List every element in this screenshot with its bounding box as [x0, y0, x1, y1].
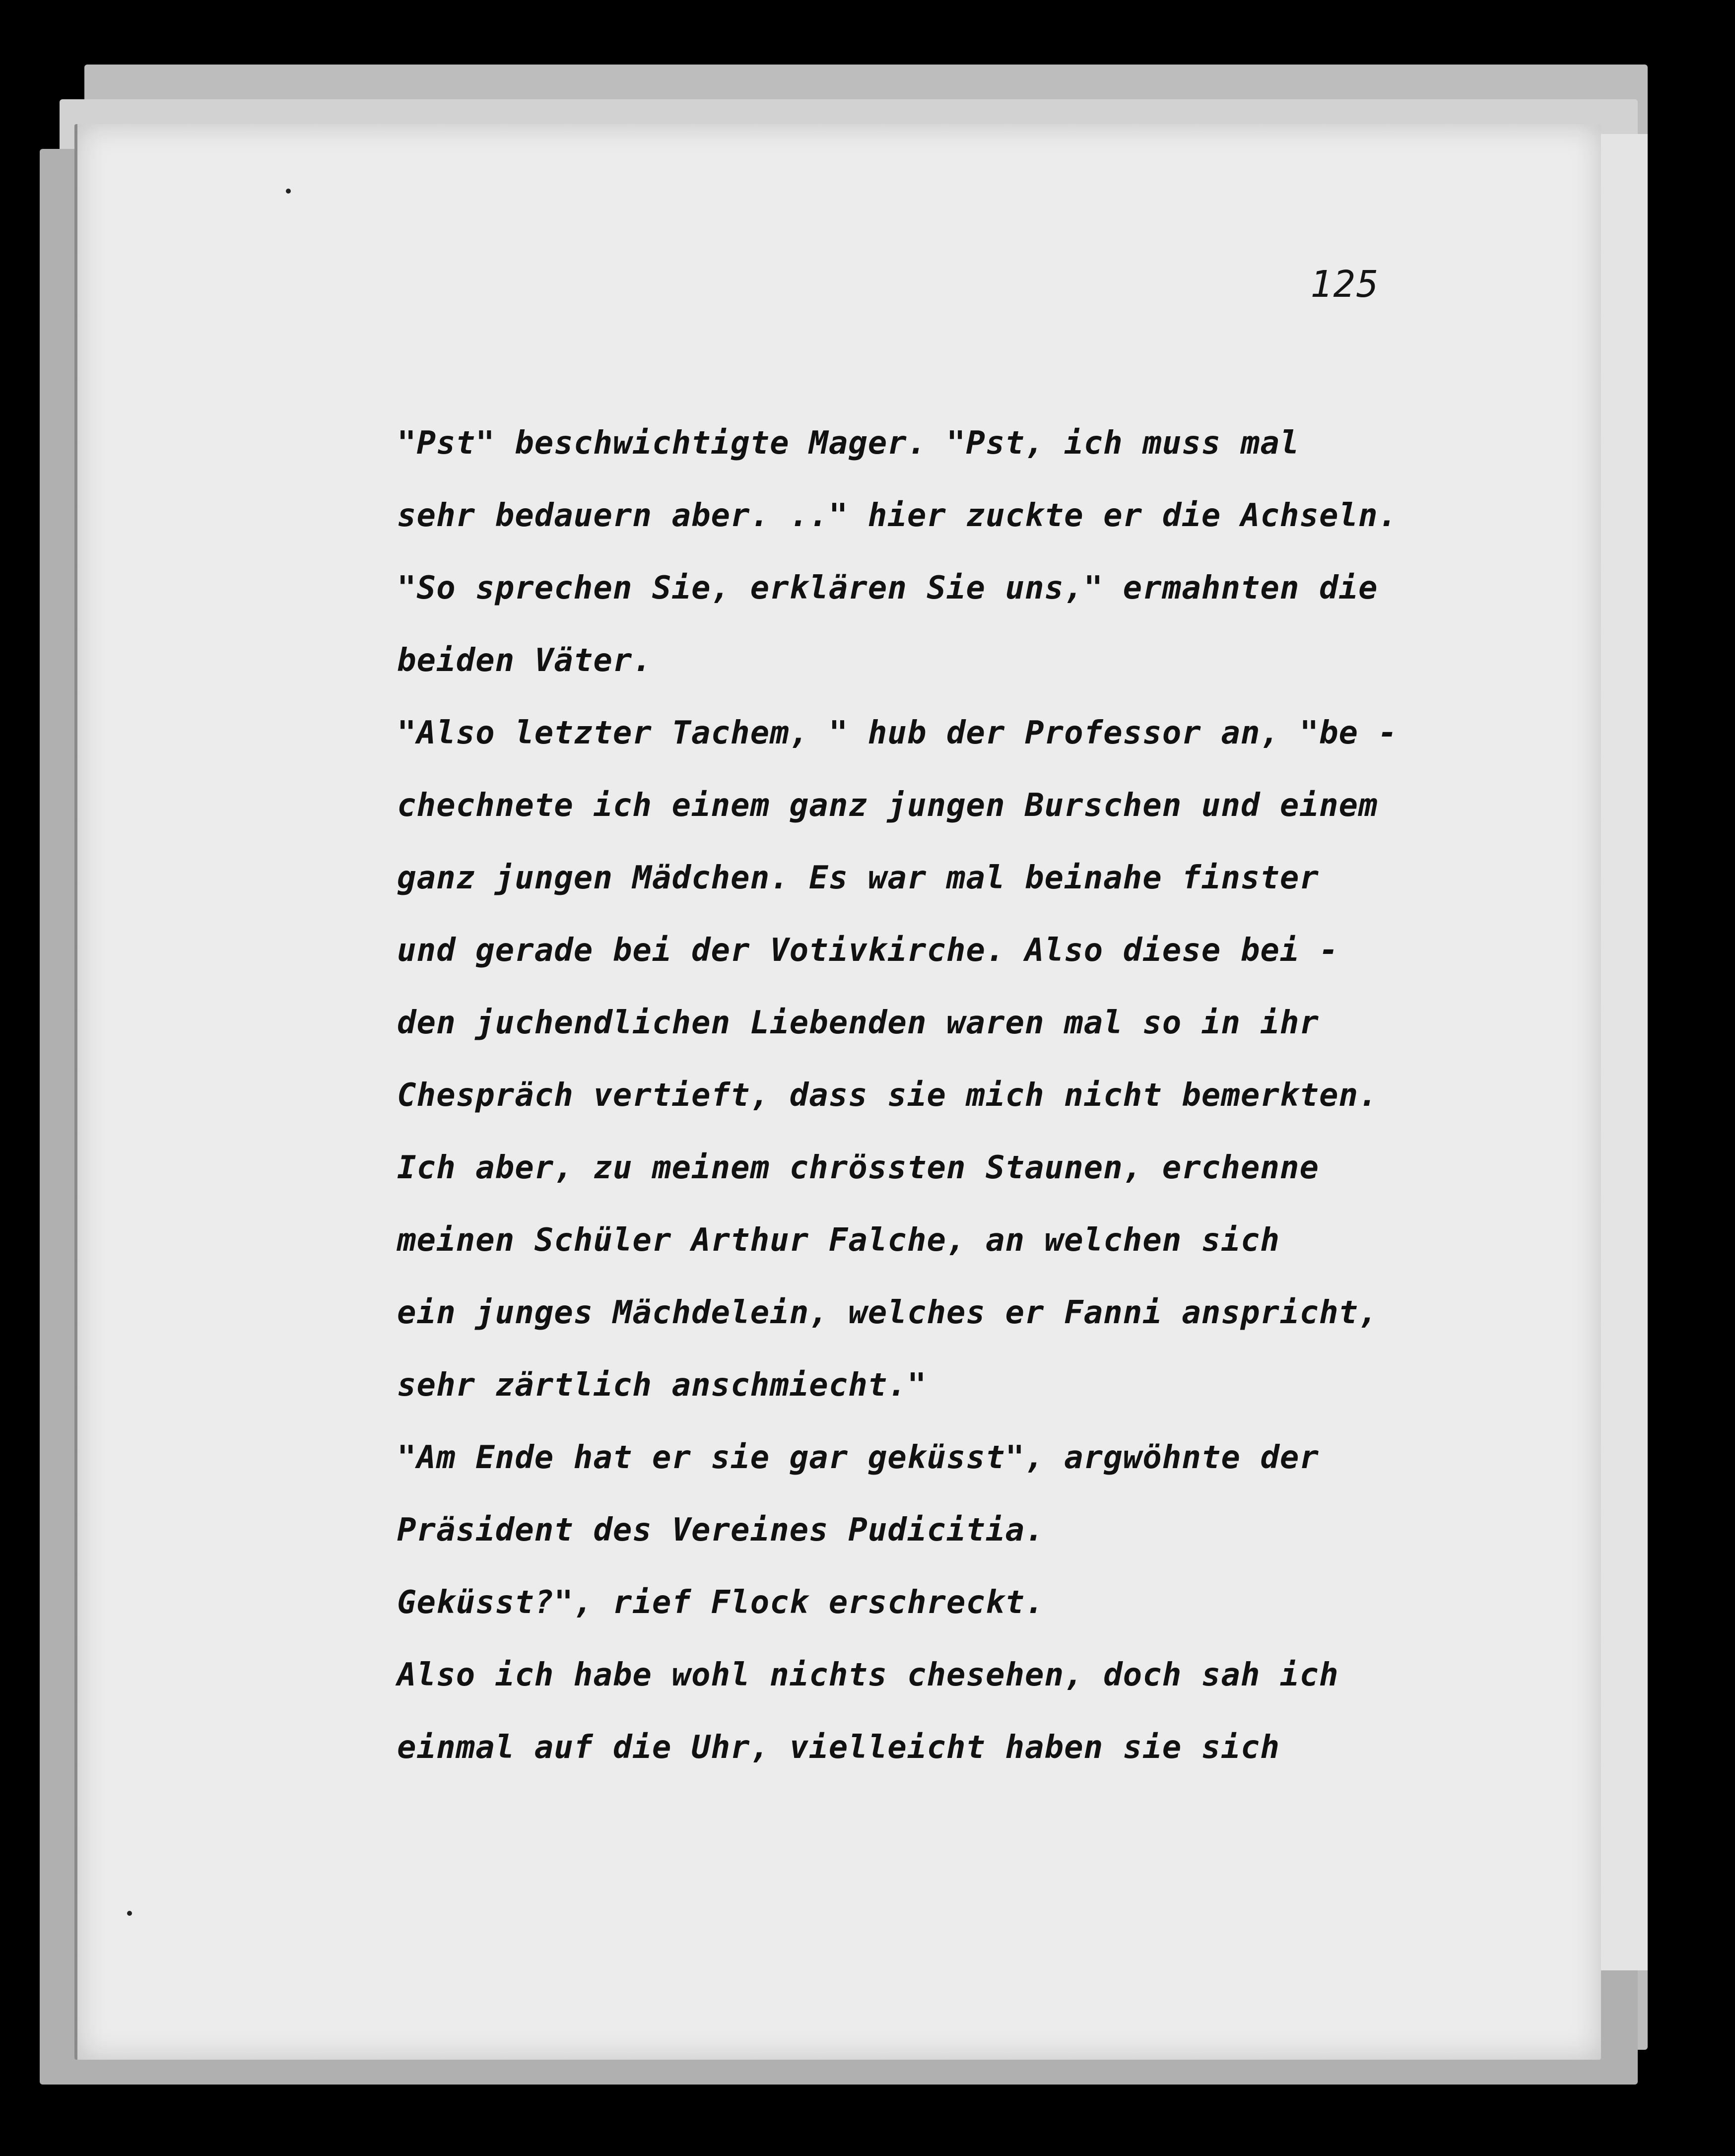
text-line: "So sprechen Sie, erklären Sie uns," ermahnten die — [397, 570, 1378, 606]
text-line: den juchendlichen Liebenden waren mal so in ihr — [397, 1005, 1319, 1041]
text-line: sehr bedauern aber. .." hier zuckte er die Achseln. — [397, 497, 1398, 534]
text-line: "Also letzter Tachem, " hub der Professor an, "be - — [397, 715, 1398, 751]
text-line: Also ich habe wohl nichts chesehen, doch sah ich — [397, 1657, 1339, 1693]
text-line: chechnete ich einem ganz jungen Burschen und einem — [397, 787, 1378, 824]
speck-mark — [286, 189, 291, 194]
speck-mark — [127, 1911, 132, 1916]
text-line: "Am Ende hat er sie gar geküsst", argwöhnte der — [397, 1439, 1319, 1476]
text-line: Präsident des Vereines Pudicitia. — [397, 1512, 1045, 1549]
text-line: beiden Väter. — [397, 642, 652, 679]
text-line: Geküsst?", rief Flock erschreckt. — [397, 1584, 1045, 1621]
text-line: ein junges Mächdelein, welches er Fanni anspricht, — [397, 1294, 1378, 1331]
text-line: meinen Schüler Arthur Falche, an welchen sich — [397, 1222, 1280, 1259]
text-line: ganz jungen Mädchen. Es war mal beinahe finster — [397, 860, 1319, 896]
text-line: und gerade bei der Votivkirche. Also diese bei - — [397, 932, 1339, 969]
text-line: sehr zärtlich anschmiecht." — [397, 1367, 927, 1404]
text-line: einmal auf die Uhr, vielleicht haben sie sich — [397, 1729, 1280, 1766]
typed-text-body — [397, 407, 1608, 1784]
text-line: Chespräch vertieft, dass sie mich nicht bemerkten. — [397, 1077, 1378, 1114]
text-line: "Pst" beschwichtigte Mager. "Pst, ich muss mal — [397, 425, 1300, 462]
text-line: Ich aber, zu meinem chrössten Staunen, erchenne — [397, 1149, 1319, 1186]
page-number: 125 — [1310, 263, 1380, 306]
